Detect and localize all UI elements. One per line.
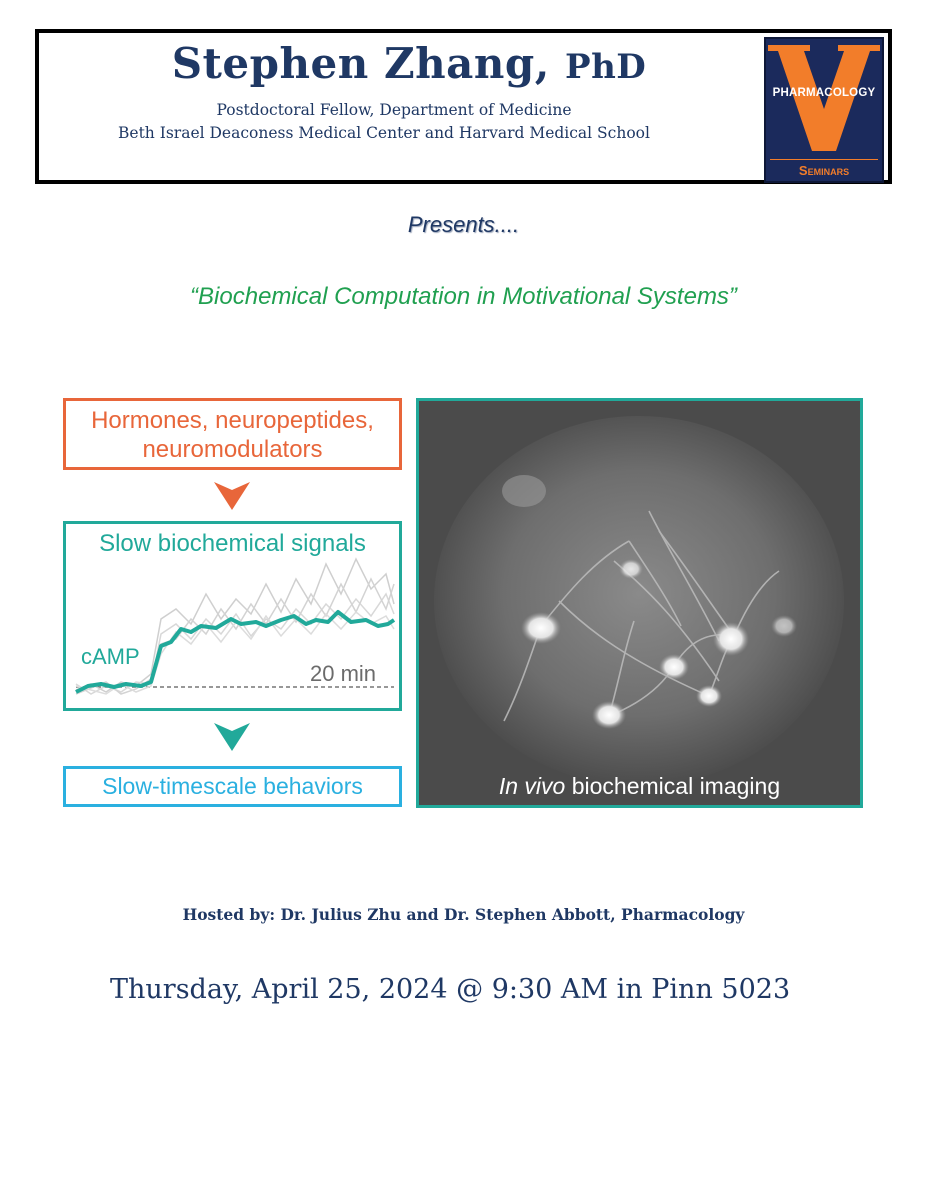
logo-seminars: Seminars <box>770 159 878 182</box>
speaker-name-text: Stephen Zhang, <box>171 39 565 88</box>
down-arrow-teal-icon <box>214 717 250 757</box>
camp-label: cAMP <box>81 644 140 669</box>
speaker-title: Postdoctoral Fellow, Department of Medicine <box>216 101 572 119</box>
neuron-8 <box>502 475 546 507</box>
hormones-box <box>63 398 402 470</box>
logo-label: PHARMACOLOGY <box>772 87 876 99</box>
neuron-5 <box>696 685 722 707</box>
neuron-3 <box>659 654 689 680</box>
speaker-name <box>39 39 779 88</box>
hormones-line-1: Hormones, neuropeptides, <box>91 407 374 434</box>
neuron-6 <box>619 559 643 579</box>
speaker-affiliation: Beth Israel Deaconess Medical Center and Harvard Medical School <box>118 124 650 142</box>
time-scale-label: 20 min <box>310 661 377 686</box>
imaging-field <box>434 416 844 786</box>
behaviors-box: Slow-timescale behaviors <box>63 766 402 807</box>
neuron-1 <box>521 612 561 644</box>
presents-text: Presents.... <box>407 212 520 237</box>
imaging-caption-italic: In vivo <box>498 773 566 799</box>
talk-title: “Biochemical Computation in Motivational Systems” <box>190 283 737 310</box>
imaging-caption-rest: biochemical imaging <box>565 773 781 799</box>
neuron-7 <box>771 615 797 637</box>
slow-signals-title: Slow biochemical signals <box>99 530 366 557</box>
pharmacology-seminars-logo <box>764 37 884 183</box>
neuron-4 <box>592 701 626 729</box>
speaker-degree: PhD <box>565 47 647 87</box>
down-arrow-orange-icon <box>214 476 250 516</box>
hosted-by: Hosted by: Dr. Julius Zhu and Dr. Stephen Abbott, Pharmacology <box>182 905 745 924</box>
neuron-image <box>419 401 860 805</box>
event-datetime: Thursday, April 25, 2024 @ 9:30 AM in Pinn 5023 <box>110 974 791 1005</box>
hormones-line-2: neuromodulators <box>142 436 323 463</box>
imaging-caption <box>419 773 860 800</box>
imaging-panel <box>416 398 863 808</box>
header-box <box>35 29 892 184</box>
slow-signals-box <box>63 521 402 711</box>
neuron-2 <box>713 622 749 656</box>
